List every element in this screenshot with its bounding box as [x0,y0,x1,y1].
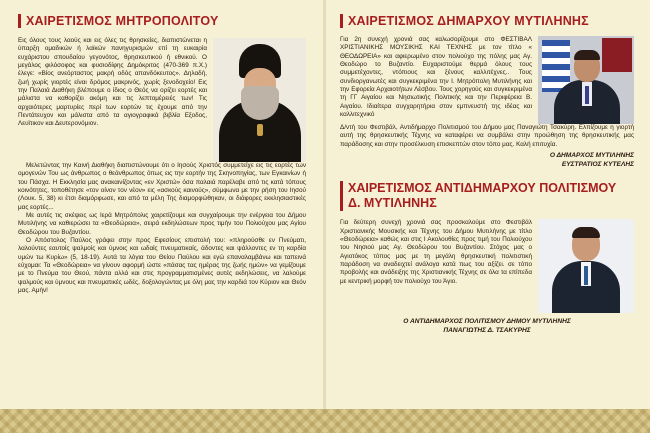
mayor-signature-name: ΕΥΣΤΡΑΤΙΟΣ ΚΥΤΕΛΗΣ [561,160,634,168]
heading-accent-bar [18,14,21,28]
heading-accent-bar [340,181,343,211]
mayor-paragraph-2: Δ/ντή του Φεστιβάλ, Αντιδήμαρχο Πολιτισμού του Δήμου μας Παναγιώτη Τσακύρη. Ελπίζουμε η γιορτή αυτή της θρησκευτικής Τέχνης να καταφέρει να συμβάλει στην προώθηση της θρησκευτικής μας παράδοσης και στην προσέλκυση επισκεπτών στον τόπο μας. Καλή επιτυχία. [340,124,634,148]
deputy-portrait [538,219,634,313]
mayor-signature-title: Ο ΔΗΜΑΡΧΟΣ ΜΥΤΙΛΗΝΗΣ [549,152,634,160]
deputy-intro [340,219,634,313]
decorative-pattern-band [0,409,650,433]
mayor-intro [340,36,634,124]
mayor-paragraph-1: Για 2η συνεχή χρονιά σας καλωσορίζουμε στο ΦΕΣΤΙΒΑΛ ΧΡΙΣΤΙΑΝΙΚΗΣ ΜΟΥΣΙΚΗΣ ΚΑΙ ΤΕΧΝΗΣ με τον τίτλο « ΘΕΟΔΩΡΕΙΑ» και αφιερωμένο στον πολιούχο της πόλης μας Αγ. Θεοδώρο το Βυζαντίο. Ευχαριστούμε θερμά όλους τους συμμετέχοντες, ντόπιους και ξένους καλλιτέχνες.. Τους συνδιοργανωτές και συγκεκριμένα την Ι. Μητρόπολη Μυτιλήνης και την Εφορεία Αρχαιοτήτων Λέσβου. Τους χορηγούς και συγκεκριμένα τη ΓΓ Αιγαίου και Νησιωτικής Πολιτικής και την Περιφέρεια Β. Αιγαίου. Ιδιαίτερα συγχαρητήρια στον εμπνευστή της ιδέας και καλλιτεχνικό [340,36,532,119]
metropolitan-title: ΧΑΙΡΕΤΙΣΜΟΣ ΜΗΤΡΟΠΟΛΙΤΟΥ [26,14,219,28]
heading-accent-bar [340,14,343,28]
left-page [0,0,324,433]
deputy-title-line-1: ΧΑΙΡΕΤΙΣΜΟΣ ΑΝΤΙΔΗΜΑΡΧΟΥ ΠΟΛΙΤΙΣΜΟΥ [348,181,617,196]
deputy-signature-title: Ο ΑΝΤΙΔΗΜΑΡΧΟΣ ΠΟΛΙΤΙΣΜΟΥ ΔΗΜΟΥ ΜΥΤΙΛΗΝΗΣ [403,318,571,326]
deputy-paragraph-1: Για δεύτερη συνεχή χρονιά σας προσκαλούμε στο Φεστιβάλ Χριστιανικής Μουσικής και Τέχνης του Δήμου Μυτιλήνης με τίτλο «Θεοδώρεια» καθώς και στις Ι Ακολουθίες προς τιμή του Πολιούχου του Νησιού μας Αγ. Θεοδώρου του Βυζαντίου. Στόχος μας ο Αγιοτόκος τόπος μας με τη μεγάλη θρησκευτική πολιτιστική παράδοση να αναδειχτεί ανάλογα κατά πως του αξίζει. σε τόπο προβολής και ανάδειξης της Χριστιανικής Τέχνης σε όλα τα επίπεδα με κεντρική μορφή τον πολιούχο του Άγιο. [340,219,532,285]
metropolitan-paragraph-3: Με αυτές τις σκέψεις ως Ιερά Μητρόπολις χαιρετίζουμε και συγχαίρουμε την ενέργεια του Δήμου Μυτιλήνης να καθιερώσει τα «Θεοδώρεια», σειρά εκδηλώσεων προς τιμήν του Πολιούχου μας Αγίου Θεοδώρου του Βυζαντίου. [18,212,306,236]
metropolitan-paragraph-1: Εις όλους τους λαούς και εις όλες τις θρησκείες, διαπιστώνεται η ύπαρξη ομαδικών ή λαϊκών πανηγυρισμών επί τη ευκαιρία ευχάριστου σπουδαίου γεγονότος, θρησκευτικού ή εθνικού. Ο μεγάλος φιλόσοφος και φυσιοδίφης Δημόκριτος (470-369 π.Χ.) έλεγε: «Βίος ανεόρταστος μακρή οδός απανδόκευτος». Δηλαδή, ζωή χωρίς γιορτές είναι δρόμος μακρινός, χωρίς ξενοδοχείο! Εις την Παλαιά Διαθήκη βλέπουμε ο ίδιος ο Θεός να ορίζει εορτές και μάλιστα να καθορίζει ακόμη και τις λεπτομέρειές των! Τις αρχαιότερες μαρτυρίες περί των εορτών τις έχουμε από την Πεντάτευχον και μάλιστα από τα αγιογραφικά βιβλία Εξοδος, Λευϊτικον και Δευτερονόμιον. [18,37,207,128]
metropolitan-heading [18,14,306,28]
right-page [326,0,650,433]
deputy-signature [340,318,634,335]
mayor-heading [340,14,634,28]
metropolitan-paragraph-2: Μελετώντας την Καινή Διαθήκη διαπιστώνουμε ότι ο Ιησούς Χριστός συμμετείχε εις τις εορτές των ομογενών Του ως άνθρωπος ο θεάνθρωπος όπως εις την εορτήν της Σκηνοπηγίας, των Εγκαινίων ή του Πάσχα. Η Εκκλησία μας ανακαινίζοντας «εν Χριστώ» όσα παλαιά παρέλαβε από τις κατά τόπους κοινότητες, τοποθέτησε «τον οίνον τον νέον» εις «ασκούς καινούς», σύμφωνα με την ρήση του Ιησού (Λουκ. 5, 38) κι έτσι διαμόρφωσε, και από τα μέλη Της διαμορφώθηκαν, οι διάφορες εκκλησιαστικές μας εορτές... [18,162,306,211]
metropolitan-paragraph-4: Ο Απόστολος Παύλος γράφει στην προς Εφεσίους επιστολή του: «πληρούσθε εν Πνεύματι, λαλούντες εαυτοίς ψαλμοίς και ύμνοις και ωδαίς πνευματικαίς, άδοντες και ψάλλοντες εν τη καρδία υμών τω Κυρίω» (5, 18-19). Αυτά τα λόγια του Θείου Παύλου και εγώ επαναλαμβάνω και ταπεινά εύχομαι: Τα «Θεοδώρεια» να γίνουν αφορμή ώστε «πάσας τας ημέρας της ζωής ημών» να γεμίζουμε με το Πνεύμα του Θεού, πάντα αλλά και στις προγραμματισμένες αυτές εκδηλώσεις, να λαλούμε ψαλμούς και ύμνους και πνευματικές ωδές, δοξολογώντας με όλη μας την καρδιά τον Κύριον και Θεόν μας. Αμήν! [18,237,306,295]
mayor-title: ΧΑΙΡΕΤΙΣΜΟΣ ΔΗΜΑΡΧΟΥ ΜΥΤΙΛΗΝΗΣ [348,14,589,28]
metropolitan-intro [18,37,306,162]
metropolitan-portrait [213,38,306,162]
deputy-signature-name: ΠΑΝΑΓΙΩΤΗΣ Δ. ΤΣΑΚΥΡΗΣ [443,326,531,334]
deputy-title-line-2: Δ. ΜΥΤΙΛΗΝΗΣ [348,196,437,211]
deputy-heading [340,181,634,211]
mayor-signature [340,152,634,169]
mayor-portrait [538,36,634,124]
